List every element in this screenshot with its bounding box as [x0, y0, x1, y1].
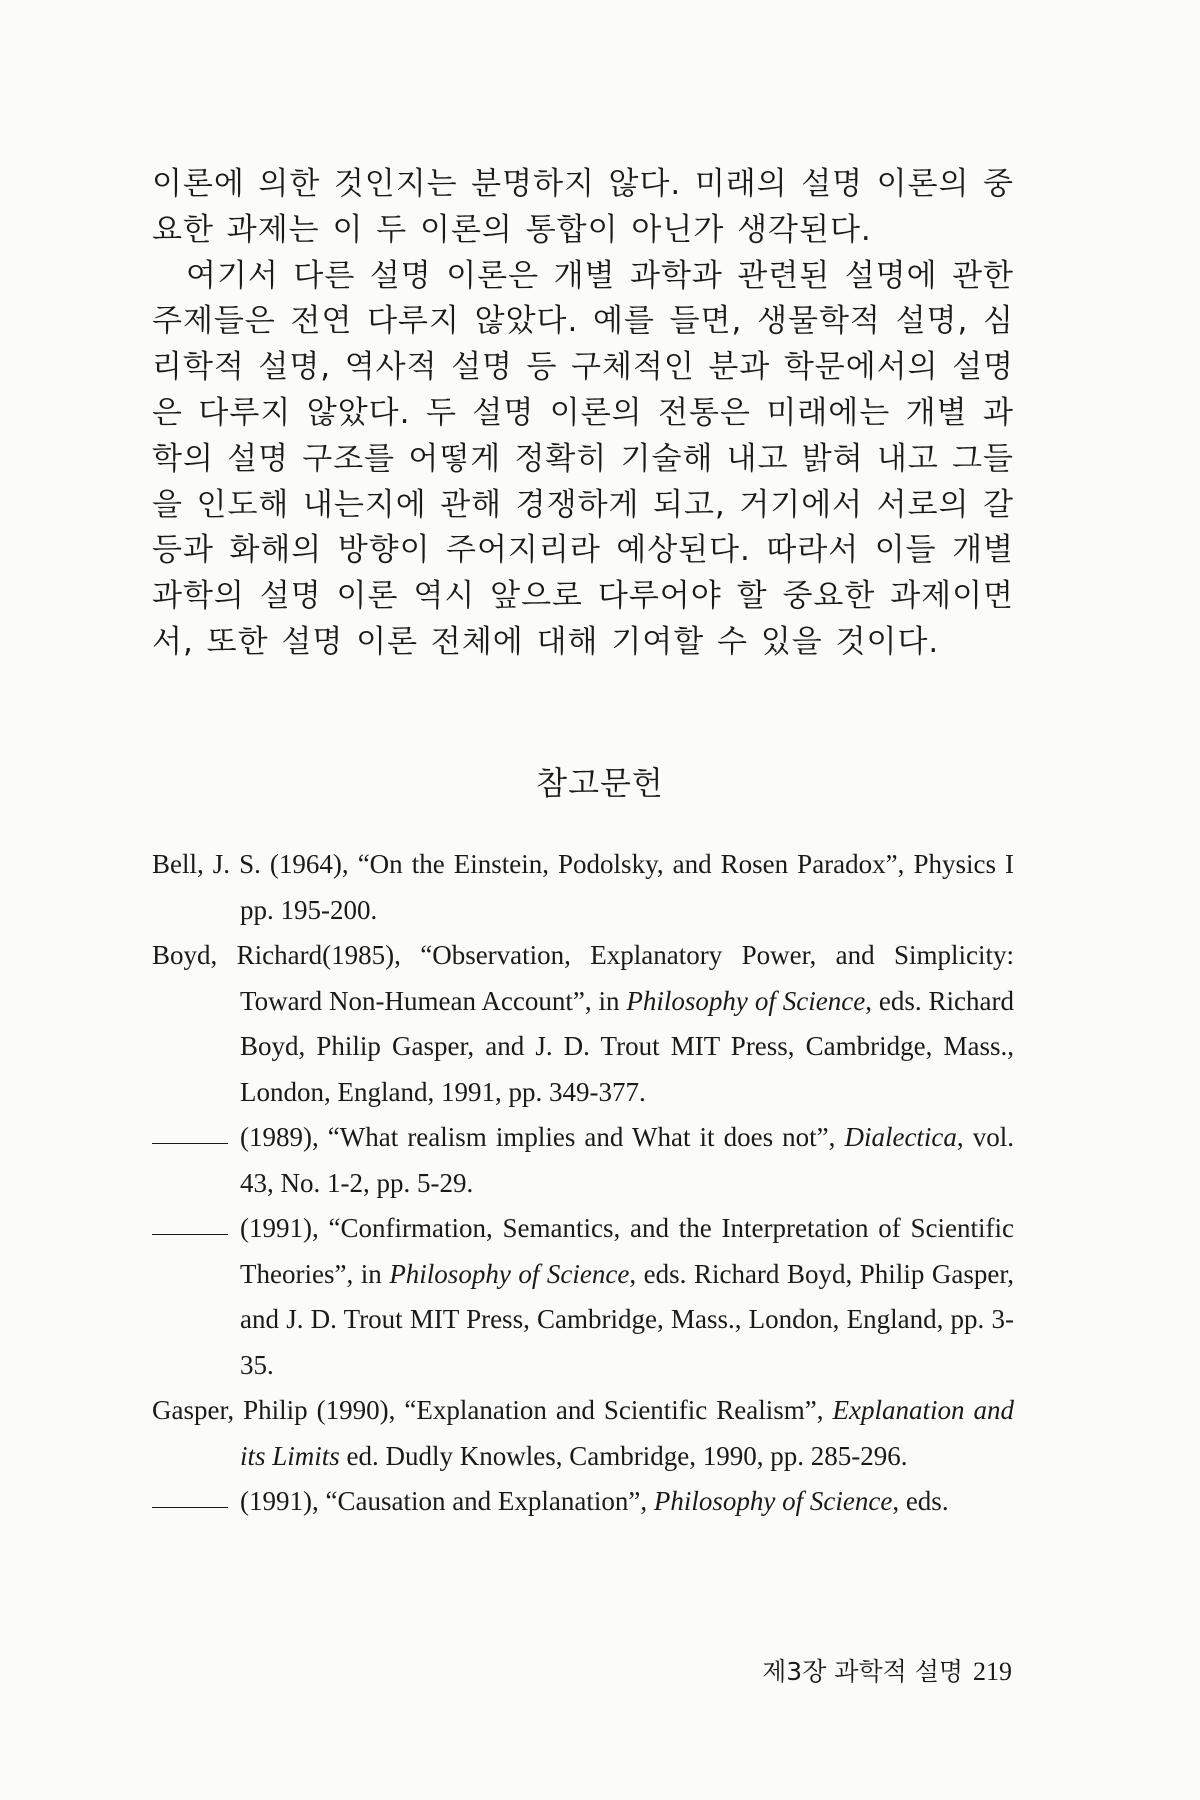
references-list	[152, 842, 1014, 1525]
reference-text: (1990), “Explanation and Scientific Realism”,	[307, 1395, 833, 1425]
reference-title: Dialectica	[844, 1122, 957, 1152]
ditto-dash	[152, 1115, 240, 1161]
reference-text: , eds.	[892, 1486, 949, 1516]
reference-author: Boyd, Richard	[152, 940, 323, 970]
reference-entry	[152, 842, 1014, 933]
reference-text: (1991), “Confirmation, Semantics, and the Interpretation of Scientific Theories”, in	[240, 1213, 1014, 1289]
reference-author: Bell, J. S.	[152, 849, 261, 879]
reference-entry	[152, 933, 1014, 1115]
reference-text: (1989), “What realism implies and What it does not”,	[240, 1122, 845, 1152]
references-heading: 참고문헌	[536, 764, 664, 802]
reference-text: (1991), “Causation and Explanation”,	[240, 1486, 654, 1516]
reference-title: Philosophy of Science	[389, 1258, 630, 1289]
running-footer	[762, 1652, 1012, 1688]
ditto-dash	[152, 1479, 240, 1525]
chapter-title: 제3장 과학적 설명	[762, 1657, 963, 1686]
reference-text: , vol. 43, No. 1-2, pp. 5-29.	[240, 1122, 1014, 1198]
page-number: 219	[973, 1657, 1012, 1686]
body-text	[152, 162, 1014, 666]
reference-entry	[152, 1388, 1014, 1479]
reference-author: Gasper, Philip	[152, 1395, 308, 1425]
reference-text: , eds. Richard Boyd, Philip Gasper, and J. D. Trout MIT Press, Cambridge, Mass., London, England, 1991, pp. 349-377.	[240, 985, 1014, 1107]
ditto-dash	[152, 1206, 240, 1252]
reference-text: (1985), “Observation, Explanatory Power, and Simplicity: Toward Non-Humean Account”, in	[240, 940, 1014, 1016]
reference-text: (1964), “On the Einstein, Podolsky, and Rosen Paradox”, Physics I pp. 195-200.	[240, 849, 1014, 925]
paragraph-1: 이론에 의한 것인지는 분명하지 않다. 미래의 설명 이론의 중요한 과제는 이 두 이론의 통합이 아닌가 생각된다.	[152, 166, 1014, 248]
reference-title: Philosophy of Science	[653, 1486, 893, 1516]
reference-title: Explanation and its Limits	[240, 1395, 1014, 1471]
reference-text: ed. Dudly Knowles, Cambridge, 1990, pp. 285-296.	[339, 1440, 908, 1471]
reference-entry	[152, 1115, 1014, 1206]
reference-entry	[152, 1206, 1014, 1388]
paragraph-2: 여기서 다른 설명 이론은 개별 과학과 관련된 설명에 관한 주제들은 전연 다루지 않았다. 예를 들면, 생물학적 설명, 심리학적 설명, 역사적 설명 등 구체적인 분과 학문에서의 설명은 다루지 않았다. 두 설명 이론의 전통은 미래에는 개별 과학의 설명 구조를 어떻게 정확히 기술해 내고 밝혀 내고 그들을 인도해 내는지에 관해 경쟁하게 되고, 거기에서 서로의 갈등과 화해의 방향이 주어지리라 예상된다. 따라서 이들 개별 과학의 설명 이론 역시 앞으로 다루어야 할 중요한 과제이면서, 또한 설명 이론 전체에 대해 기여할 수 있을 것이다.	[152, 257, 1014, 660]
reference-title: Philosophy of Science	[626, 985, 866, 1016]
reference-text: , eds. Richard Boyd, Philip Gasper, and J. D. Trout MIT Press, Cambridge, Mass., London, England, pp. 3-35.	[240, 1258, 1015, 1380]
reference-entry	[152, 1479, 1014, 1525]
